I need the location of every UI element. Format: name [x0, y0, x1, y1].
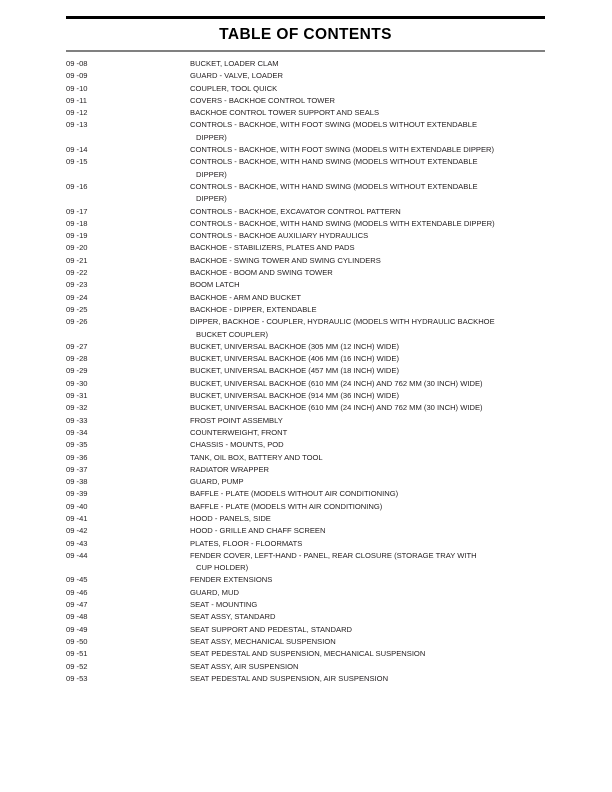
toc-entry-title	[190, 304, 545, 316]
toc-entry-title-line: SEAT - MOUNTING	[190, 600, 258, 610]
toc-entry-title-line: HOOD - PANELS, SIDE	[190, 513, 271, 523]
toc-entry-number: 09 -40	[66, 501, 88, 511]
toc-entry-title	[190, 452, 545, 464]
toc-entry-title-line: FENDER EXTENSIONS	[190, 575, 273, 585]
toc-entry[interactable]	[66, 378, 545, 390]
toc-entry-title-line: BUCKET, LOADER CLAM	[190, 59, 279, 68]
toc-entry[interactable]	[66, 488, 545, 500]
toc-entry-number: 09 -53	[66, 673, 88, 683]
toc-entry-number: 09 -50	[66, 636, 88, 646]
toc-entry-number: 09 -41	[66, 513, 88, 523]
toc-entry[interactable]	[66, 95, 545, 107]
toc-entry-title-line: BACKHOE - BOOM AND SWING TOWER	[190, 268, 333, 278]
toc-entry-title	[190, 378, 545, 390]
toc-entry-number: 09 -44	[66, 550, 88, 560]
toc-entry-title-line: BACKHOE - STABILIZERS, PLATES AND PADS	[190, 243, 355, 253]
toc-entry-title-line: FENDER COVER, LEFT-HAND - PANEL, REAR CLOSURE (STORAGE TRAY WITH	[190, 550, 477, 560]
toc-entry[interactable]	[66, 611, 545, 623]
toc-entry[interactable]	[66, 70, 545, 82]
toc-entry-title	[190, 206, 545, 218]
toc-entry-title-line: BAFFLE - PLATE (MODELS WITH AIR CONDITIONING)	[190, 501, 383, 511]
toc-entry-title-line: SEAT PEDESTAL AND SUSPENSION, AIR SUSPENSION	[190, 673, 389, 683]
toc-entry-number: 09 -20	[66, 243, 88, 253]
toc-entry-title	[190, 267, 545, 279]
toc-entry-title	[190, 58, 545, 70]
toc-entry-title-line: BACKHOE - DIPPER, EXTENDABLE	[190, 304, 317, 314]
toc-entry[interactable]	[66, 587, 545, 599]
toc-entry-title-line: GUARD, MUD	[190, 587, 239, 597]
toc-entry-title-line: COVERS - BACKHOE CONTROL TOWER	[190, 95, 336, 105]
toc-entry[interactable]	[66, 538, 545, 550]
toc-entry-number: 09 -25	[66, 304, 88, 314]
toc-entry-number: 09 -36	[66, 452, 88, 462]
toc-entry[interactable]	[66, 267, 545, 279]
toc-entry-title-continuation: CUP HOLDER)	[196, 563, 249, 573]
toc-entry[interactable]	[66, 390, 545, 402]
toc-entry-number: 09 -48	[66, 612, 88, 622]
toc-entry-title-line: BUCKET, UNIVERSAL BACKHOE (610 MM (24 INCH) AND 762 MM (30 INCH) WIDE)	[190, 378, 483, 388]
toc-entry-title-line: BACKHOE - ARM AND BUCKET	[190, 292, 301, 302]
toc-entry-number: 09 -30	[66, 378, 88, 388]
toc-entry-title	[190, 476, 545, 488]
toc-entry[interactable]	[66, 279, 545, 291]
toc-entry[interactable]	[66, 83, 545, 95]
toc-entry-number: 09 -24	[66, 292, 88, 302]
toc-entry[interactable]	[66, 206, 545, 218]
toc-entry-title	[190, 488, 545, 500]
toc-entry-title	[190, 70, 545, 82]
toc-entry-title-line: HOOD - GRILLE AND CHAFF SCREEN	[190, 526, 326, 536]
toc-entry[interactable]	[66, 501, 545, 513]
toc-entry-number: 09 -33	[66, 415, 88, 425]
toc-entry-title	[190, 464, 545, 476]
toc-entry-title	[190, 648, 545, 660]
toc-entry-title	[190, 95, 545, 107]
toc-entry-number: 09 -43	[66, 538, 88, 548]
toc-entry-number: 09 -39	[66, 489, 88, 499]
toc-entry-number: 09 -11	[66, 95, 87, 105]
toc-entry-title-continuation: DIPPER)	[196, 132, 227, 142]
toc-entry-title	[190, 427, 545, 439]
toc-entry-number: 09 -37	[66, 464, 88, 474]
toc-entry-title-line: SEAT ASSY, AIR SUSPENSION	[190, 661, 299, 671]
toc-entry-title-line: CONTROLS - BACKHOE, WITH HAND SWING (MODELS WITHOUT EXTENDABLE	[190, 181, 478, 191]
toc-entry-number: 09 -34	[66, 427, 88, 437]
toc-entry-title	[190, 242, 545, 254]
toc-entry[interactable]	[66, 415, 545, 427]
toc-entry[interactable]	[66, 304, 545, 316]
toc-entry-title-continuation: DIPPER)	[196, 169, 227, 179]
toc-entry[interactable]	[66, 439, 545, 451]
toc-entry[interactable]	[66, 144, 545, 156]
toc-entry-title-line: CONTROLS - BACKHOE, WITH FOOT SWING (MODELS WITH EXTENDABLE DIPPER)	[190, 145, 495, 155]
toc-entry-title	[190, 574, 545, 586]
toc-entry[interactable]	[66, 574, 545, 586]
toc-entry-title	[190, 513, 545, 525]
toc-entry[interactable]	[66, 636, 545, 648]
toc-entry-number: 09 -08	[66, 59, 88, 68]
toc-entry[interactable]	[66, 427, 545, 439]
toc-entry[interactable]	[66, 218, 545, 230]
toc-entry-number: 09 -51	[66, 649, 88, 659]
toc-entry-number: 09 -35	[66, 440, 88, 450]
toc-entry[interactable]	[66, 316, 545, 341]
toc-entry-title-line: RADIATOR WRAPPER	[190, 464, 270, 474]
toc-entry-title-line: BUCKET, UNIVERSAL BACKHOE (610 MM (24 INCH) AND 762 MM (30 INCH) WIDE)	[190, 403, 483, 413]
toc-entry-number: 09 -19	[66, 231, 88, 241]
toc-entry[interactable]	[66, 402, 545, 414]
header-rule-bottom	[66, 50, 545, 52]
toc-entry-title	[190, 599, 545, 611]
toc-entry-title-line: CONTROLS - BACKHOE, EXCAVATOR CONTROL PATTERN	[190, 206, 401, 216]
toc-entry-title-line: SEAT SUPPORT AND PEDESTAL, STANDARD	[190, 624, 353, 634]
toc-entry[interactable]	[66, 550, 545, 575]
toc-entry-number: 09 -21	[66, 255, 88, 265]
toc-entry-title-line: FROST POINT ASSEMBLY	[190, 415, 283, 425]
toc-entry[interactable]	[66, 255, 545, 267]
toc-entry-number: 09 -12	[66, 108, 88, 118]
toc-entry-title	[190, 439, 545, 451]
toc-entry-title-line: BACKHOE - SWING TOWER AND SWING CYLINDERS	[190, 255, 381, 265]
toc-entry[interactable]	[66, 525, 545, 537]
toc-entry-title	[190, 181, 545, 206]
toc-entry-number: 09 -49	[66, 624, 88, 634]
toc-entry[interactable]	[66, 292, 545, 304]
toc-entry-number: 09 -23	[66, 280, 88, 290]
toc-entry-number: 09 -14	[66, 145, 88, 155]
toc-entry-title	[190, 402, 545, 414]
toc-entry-title-line: CONTROLS - BACKHOE, WITH FOOT SWING (MODELS WITHOUT EXTENDABLE	[190, 120, 478, 130]
toc-entry-number: 09 -16	[66, 181, 88, 191]
toc-entry-title-line: BUCKET, UNIVERSAL BACKHOE (457 MM (18 INCH) WIDE)	[190, 366, 400, 376]
toc-entry-number: 09 -17	[66, 206, 88, 216]
toc-entry[interactable]	[66, 513, 545, 525]
toc-entry[interactable]	[66, 661, 545, 673]
toc-entry-number: 09 -38	[66, 477, 88, 487]
toc-entry-title	[190, 550, 545, 575]
toc-entry-title	[190, 83, 545, 95]
toc-entry-title	[190, 390, 545, 402]
toc-entry[interactable]	[66, 242, 545, 254]
toc-entry-title-line: BUCKET, UNIVERSAL BACKHOE (305 MM (12 INCH) WIDE)	[190, 341, 400, 351]
toc-entry-number: 09 -42	[66, 526, 88, 536]
toc-entry-number: 09 -29	[66, 366, 88, 376]
toc-entry-title-line: BUCKET, UNIVERSAL BACKHOE (406 MM (16 INCH) WIDE)	[190, 354, 400, 364]
toc-entry[interactable]	[66, 648, 545, 660]
toc-entry-number: 09 -18	[66, 218, 88, 228]
toc-entry-title-line: CHASSIS - MOUNTS, POD	[190, 440, 284, 450]
toc-entry-title	[190, 279, 545, 291]
toc-entry-title-line: DIPPER, BACKHOE - COUPLER, HYDRAULIC (MODELS WITH HYDRAULIC BACKHOE	[190, 317, 495, 327]
toc-entry-title-line: COUNTERWEIGHT, FRONT	[190, 427, 288, 437]
toc-entry[interactable]	[66, 58, 545, 70]
toc-entry[interactable]	[66, 464, 545, 476]
toc-entry-number: 09 -10	[66, 83, 88, 93]
toc-entry-title-line: CONTROLS - BACKHOE, WITH HAND SWING (MODELS WITH EXTENDABLE DIPPER)	[190, 218, 495, 228]
toc-entry[interactable]	[66, 624, 545, 636]
toc-entry-number: 09 -45	[66, 575, 88, 585]
toc-entry-title	[190, 415, 545, 427]
toc-entry[interactable]	[66, 476, 545, 488]
page-content	[66, 16, 545, 685]
toc-entry-title	[190, 292, 545, 304]
toc-entry[interactable]	[66, 119, 545, 144]
toc-entry-number: 09 -09	[66, 71, 88, 81]
toc-entry-number: 09 -31	[66, 391, 88, 401]
toc-entry-title	[190, 316, 545, 341]
toc-entry-number: 09 -13	[66, 120, 88, 130]
toc-entry-title	[190, 230, 545, 242]
toc-entry-title-line: GUARD, PUMP	[190, 477, 244, 487]
toc-entry[interactable]	[66, 353, 545, 365]
toc-entry-title	[190, 255, 545, 267]
toc-entry-title	[190, 341, 545, 353]
toc-entry-number: 09 -22	[66, 268, 88, 278]
toc-entry[interactable]	[66, 181, 545, 206]
toc-entry-title	[190, 538, 545, 550]
header-rule-top	[66, 16, 545, 19]
toc-entry[interactable]	[66, 365, 545, 377]
toc-entry-number: 09 -52	[66, 661, 88, 671]
toc-entry-title	[190, 144, 545, 156]
toc-entry[interactable]	[66, 599, 545, 611]
toc-entry-title-line: SEAT ASSY, STANDARD	[190, 612, 276, 622]
toc-entry-title-line: COUPLER, TOOL QUICK	[190, 83, 278, 93]
toc-entry-title-line: BUCKET, UNIVERSAL BACKHOE (914 MM (36 INCH) WIDE)	[190, 391, 400, 401]
toc-entry[interactable]	[66, 673, 545, 685]
table-of-contents-list	[66, 58, 545, 685]
toc-entry-title-line: CONTROLS - BACKHOE AUXILIARY HYDRAULICS	[190, 231, 369, 241]
toc-entry-title	[190, 218, 545, 230]
toc-entry-title-line: GUARD - VALVE, LOADER	[190, 71, 283, 81]
toc-entry-number: 09 -26	[66, 317, 88, 327]
toc-entry-title-line: BAFFLE - PLATE (MODELS WITHOUT AIR CONDITIONING)	[190, 489, 399, 499]
toc-entry[interactable]	[66, 341, 545, 353]
toc-entry-number: 09 -46	[66, 587, 88, 597]
toc-entry[interactable]	[66, 156, 545, 181]
page-title: TABLE OF CONTENTS	[219, 26, 392, 43]
toc-entry-title	[190, 587, 545, 599]
toc-entry-title-continuation: DIPPER)	[196, 194, 227, 204]
toc-entry-title-line: SEAT PEDESTAL AND SUSPENSION, MECHANICAL SUSPENSION	[190, 649, 426, 659]
toc-entry-title	[190, 156, 545, 181]
toc-entry-title	[190, 119, 545, 144]
toc-entry-title	[190, 501, 545, 513]
toc-entry-title	[190, 661, 545, 673]
toc-entry-title	[190, 636, 545, 648]
toc-entry-title	[190, 624, 545, 636]
toc-entry-title-continuation: BUCKET COUPLER)	[196, 329, 269, 339]
toc-entry-title-line: TANK, OIL BOX, BATTERY AND TOOL	[190, 452, 323, 462]
toc-entry-title	[190, 673, 545, 685]
toc-entry-title	[190, 353, 545, 365]
toc-entry-title-line: CONTROLS - BACKHOE, WITH HAND SWING (MODELS WITHOUT EXTENDABLE	[190, 157, 478, 167]
toc-entry-title	[190, 107, 545, 119]
toc-entry-title-line: PLATES, FLOOR - FLOORMATS	[190, 538, 303, 548]
toc-entry-title-line: BACKHOE CONTROL TOWER SUPPORT AND SEALS	[190, 108, 380, 118]
toc-entry-number: 09 -32	[66, 403, 88, 413]
toc-entry-title	[190, 611, 545, 623]
toc-entry-title-line: BOOM LATCH	[190, 280, 240, 290]
toc-entry-number: 09 -47	[66, 600, 88, 610]
toc-entry-number: 09 -28	[66, 354, 88, 364]
toc-entry-title	[190, 365, 545, 377]
toc-entry-number: 09 -27	[66, 341, 88, 351]
toc-entry[interactable]	[66, 452, 545, 464]
toc-entry-title-line: SEAT ASSY, MECHANICAL SUSPENSION	[190, 636, 336, 646]
toc-entry[interactable]	[66, 230, 545, 242]
toc-entry-title	[190, 525, 545, 537]
toc-entry[interactable]	[66, 107, 545, 119]
toc-entry-number: 09 -15	[66, 157, 88, 167]
